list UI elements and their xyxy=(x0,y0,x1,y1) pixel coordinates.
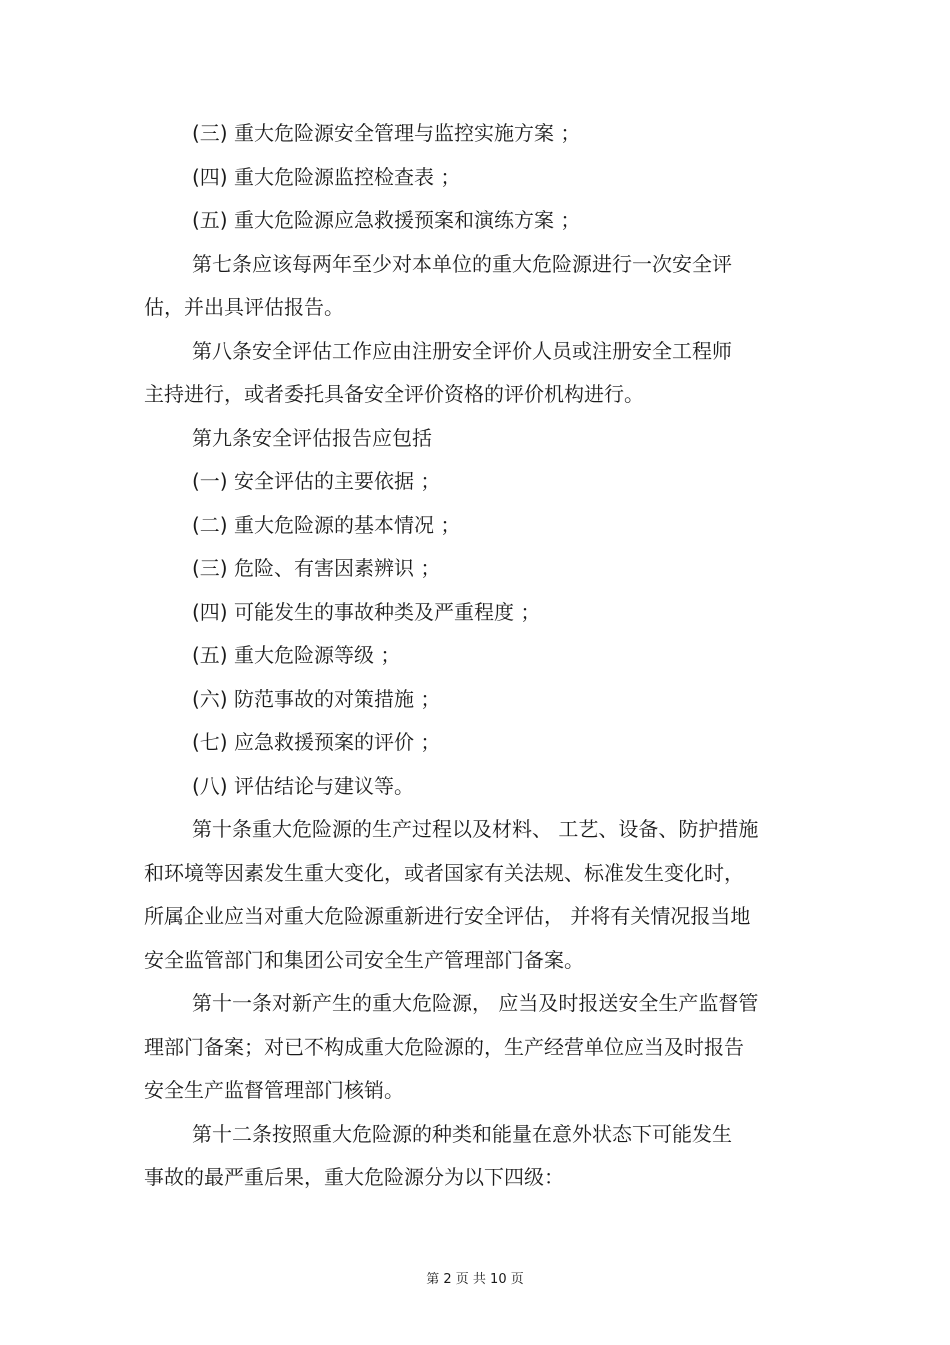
list-item: (三) 危险、有害因素辨识 ； xyxy=(192,556,441,580)
list-item: (三) 重大危险源安全管理与监控实施方案 ； xyxy=(192,121,581,145)
paragraph-line: 所属企业应当对重大危险源重新进行安全评估， 并将有关情况报当地 xyxy=(144,904,751,928)
paragraph-line: 第九条安全评估报告应包括 xyxy=(192,426,432,450)
paragraph-line: 理部门备案；对已不构成重大危险源的，生产经营单位应当及时报告 xyxy=(144,1035,744,1059)
list-item: (五) 重大危险源等级 ； xyxy=(192,643,401,667)
list-item: (四) 可能发生的事故种类及严重程度 ； xyxy=(192,600,541,624)
list-item: (二) 重大危险源的基本情况 ； xyxy=(192,513,461,537)
paragraph-line: 主持进行，或者委托具备安全评价资格的评价机构进行。 xyxy=(144,382,644,406)
paragraph-line: 和环境等因素发生重大变化，或者国家有关法规、标准发生变化时， xyxy=(144,861,744,885)
list-item: (七) 应急救援预案的评价 ； xyxy=(192,730,441,754)
paragraph-line: 第十二条按照重大危险源的种类和能量在意外状态下可能发生 xyxy=(192,1122,732,1146)
list-item: (八) 评估结论与建议等。 xyxy=(192,774,414,798)
paragraph-line: 第八条安全评估工作应由注册安全评价人员或注册安全工程师 xyxy=(192,339,732,363)
page-number-footer: 第 2 页 共 10 页 xyxy=(426,1272,524,1287)
paragraph-line: 第七条应该每两年至少对本单位的重大危险源进行一次安全评 xyxy=(192,252,732,276)
paragraph-line: 安全监管部门和集团公司安全生产管理部门备案。 xyxy=(144,948,584,972)
paragraph-line: 第十一条对新产生的重大危险源， 应当及时报送安全生产监督管 xyxy=(192,991,759,1015)
paragraph-line: 第十条重大危险源的生产过程以及材料、 工艺、设备、防护措施 xyxy=(192,817,759,841)
list-item: (五) 重大危险源应急救援预案和演练方案 ； xyxy=(192,208,581,232)
list-item: (四) 重大危险源监控检查表 ； xyxy=(192,165,461,189)
list-item: (一) 安全评估的主要依据 ； xyxy=(192,469,441,493)
paragraph-line: 估，并出具评估报告。 xyxy=(144,295,344,319)
paragraph-line: 安全生产监督管理部门核销。 xyxy=(144,1078,404,1102)
list-item: (六) 防范事故的对策措施 ； xyxy=(192,687,441,711)
paragraph-line: 事故的最严重后果，重大危险源分为以下四级： xyxy=(144,1165,564,1189)
